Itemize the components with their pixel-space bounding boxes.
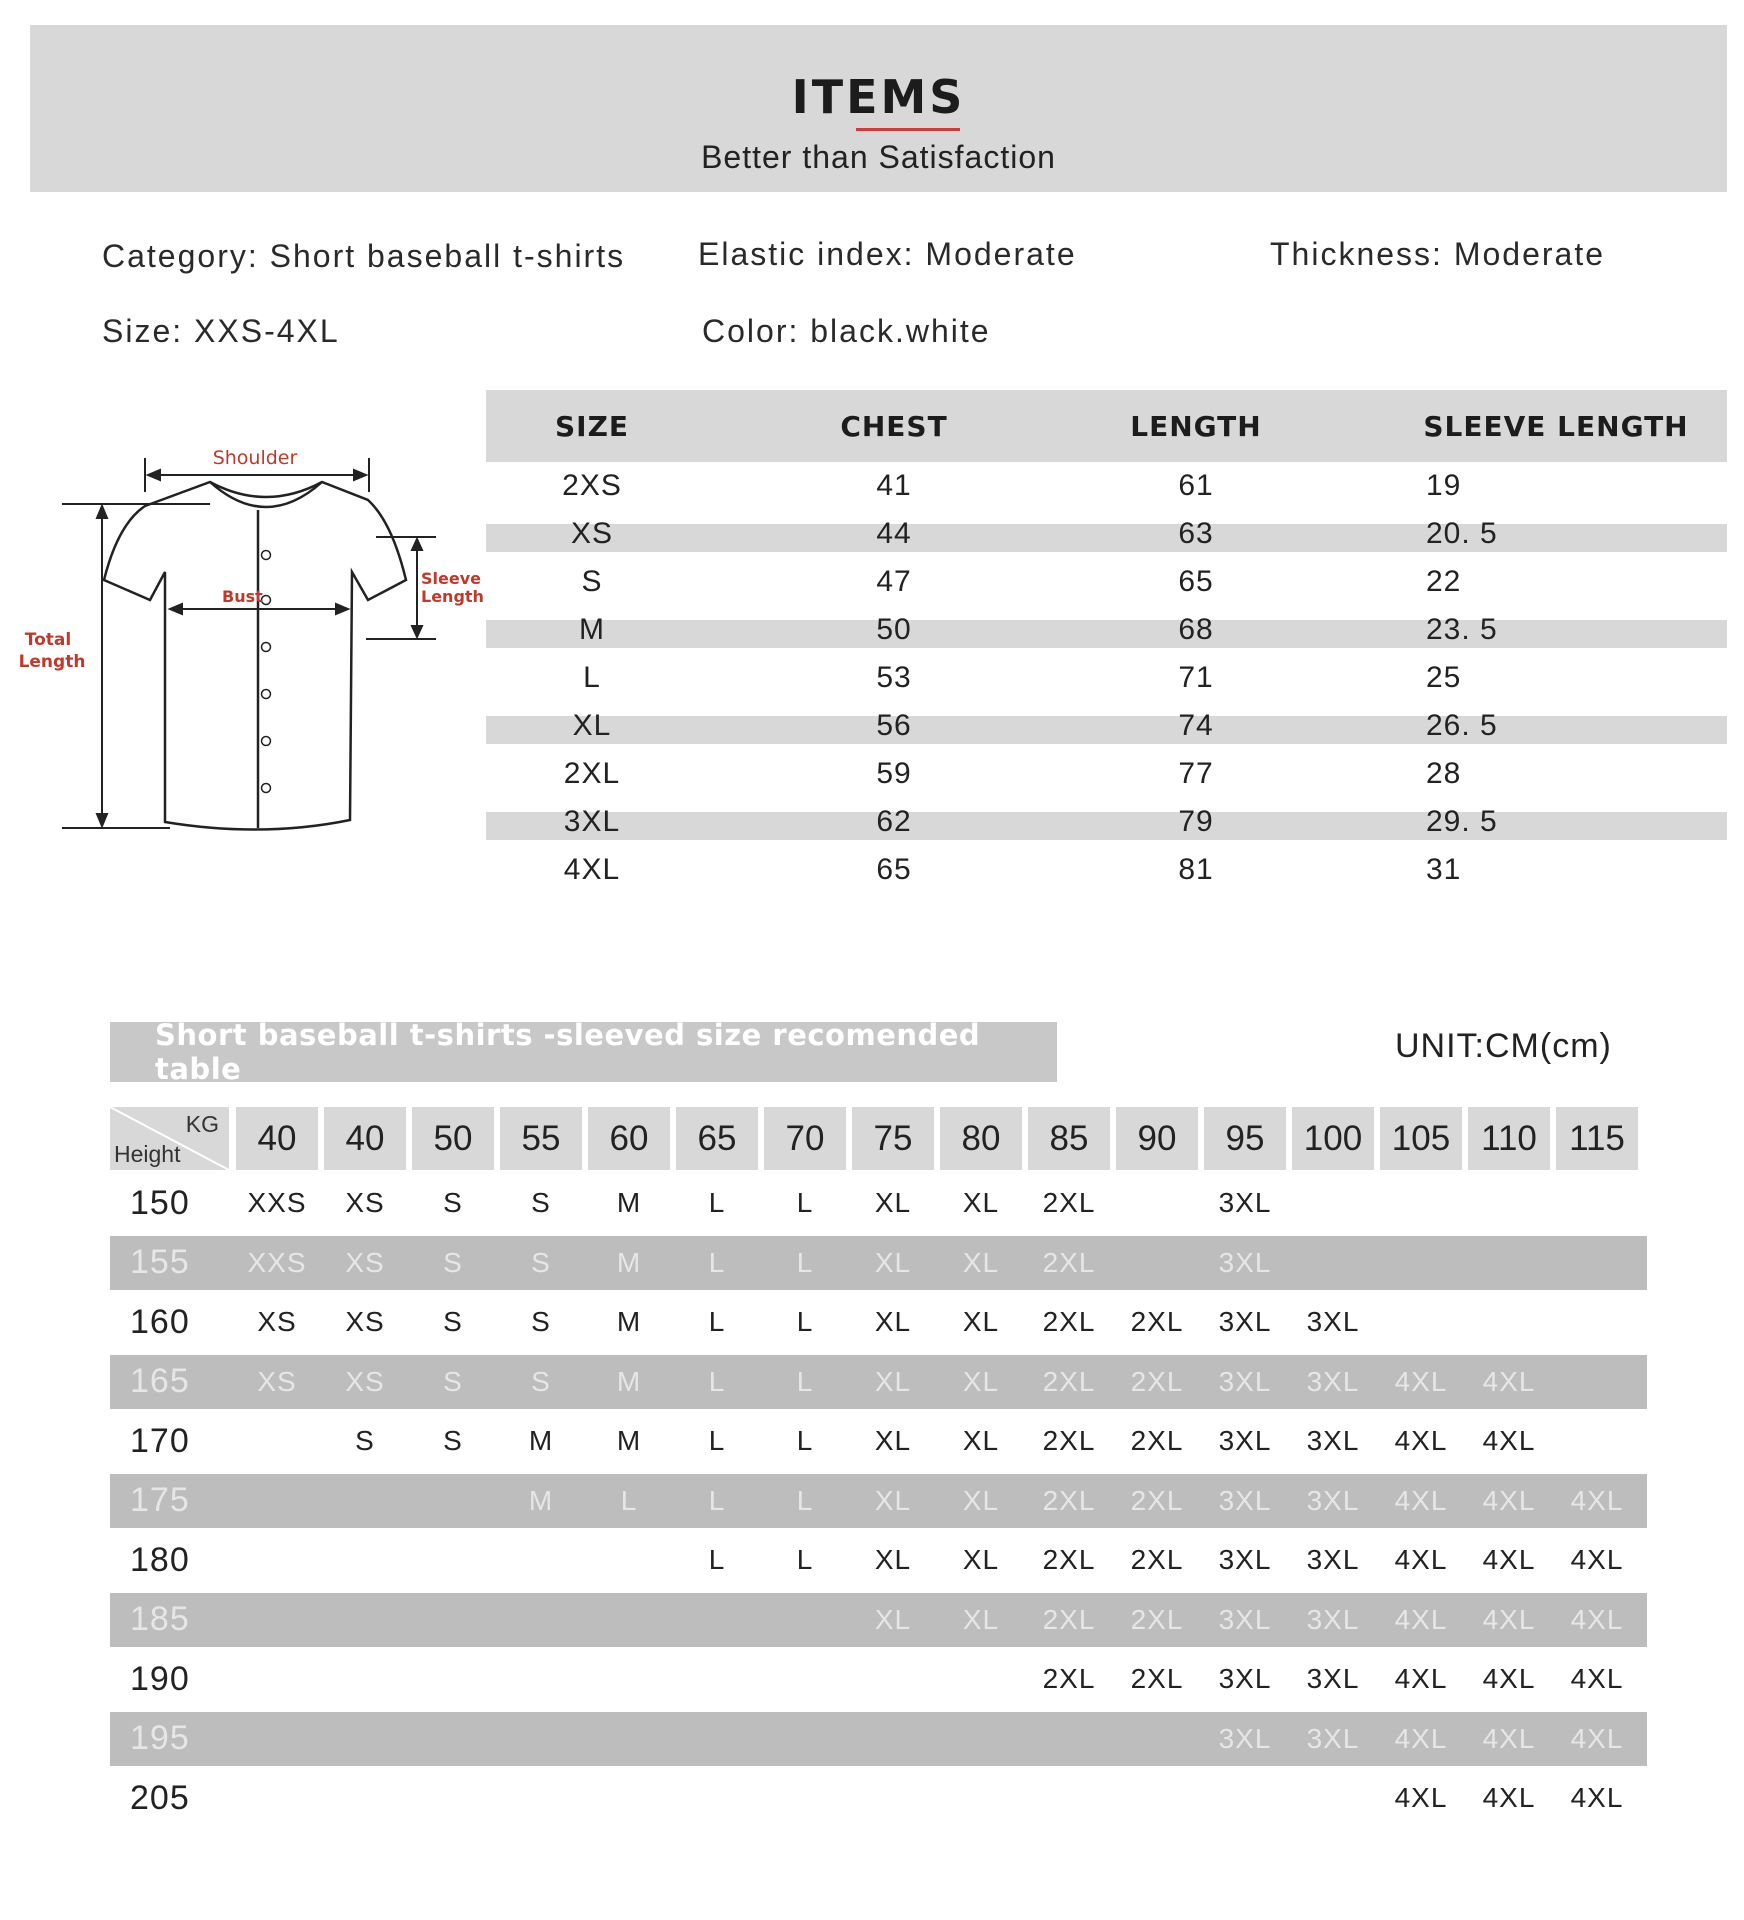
recommended-size: 4XL bbox=[1570, 1603, 1624, 1635]
recommend-row bbox=[110, 1712, 1647, 1766]
height-value: 185 bbox=[130, 1600, 190, 1638]
recommended-size: M bbox=[616, 1365, 642, 1397]
total-length-label-1: Total bbox=[24, 630, 72, 650]
recommended-size: 3XL bbox=[1306, 1722, 1360, 1754]
height-value: 170 bbox=[130, 1421, 190, 1460]
recommended-size: 4XL bbox=[1482, 1782, 1536, 1813]
cell-chest: 41 bbox=[876, 469, 912, 502]
recommended-size: 3XL bbox=[1306, 1484, 1360, 1516]
recommended-size: 4XL bbox=[1394, 1603, 1448, 1635]
recommended-size: M bbox=[528, 1425, 554, 1456]
recommended-size: L bbox=[796, 1544, 814, 1575]
recommended-size: 3XL bbox=[1306, 1365, 1360, 1397]
recommended-size: XL bbox=[874, 1365, 912, 1397]
recommended-size: S bbox=[443, 1187, 463, 1218]
recommend-row bbox=[110, 1593, 1647, 1647]
recommended-size: L bbox=[708, 1484, 726, 1516]
size-table-header bbox=[486, 390, 1727, 462]
recommended-size: L bbox=[796, 1306, 814, 1337]
recommended-size: 3XL bbox=[1218, 1365, 1272, 1397]
cell-length: 71 bbox=[1178, 661, 1214, 694]
recommended-size: 4XL bbox=[1482, 1365, 1536, 1397]
cell-size: 2XL bbox=[563, 757, 621, 790]
cell-sleeve-length: 22 bbox=[1426, 565, 1462, 598]
recommended-size: 3XL bbox=[1218, 1246, 1272, 1278]
cell-length: 65 bbox=[1178, 565, 1214, 598]
recommend-row bbox=[110, 1474, 1647, 1528]
cell-sleeve-length: 20. 5 bbox=[1426, 517, 1498, 550]
recommended-size: 4XL bbox=[1570, 1782, 1624, 1813]
recommended-size: 3XL bbox=[1218, 1603, 1272, 1635]
cell-size: S bbox=[581, 565, 603, 598]
cell-chest: 53 bbox=[876, 661, 912, 694]
recommended-size: 4XL bbox=[1570, 1663, 1624, 1694]
bust-label: Bust bbox=[222, 587, 263, 606]
sleeve-label-2: Length bbox=[421, 587, 484, 606]
height-value: 180 bbox=[130, 1540, 190, 1579]
recommended-size: XL bbox=[962, 1365, 1000, 1397]
recommended-size: 2XL bbox=[1130, 1425, 1184, 1456]
weight-header: 75 bbox=[852, 1107, 934, 1170]
recommended-size: L bbox=[708, 1306, 726, 1337]
recommended-size: 4XL bbox=[1570, 1722, 1624, 1754]
recommended-size: XL bbox=[874, 1187, 912, 1218]
cell-chest: 47 bbox=[876, 565, 912, 598]
weight-header: 65 bbox=[676, 1107, 758, 1170]
header-sleeve-length: SLEEVE LENGTH bbox=[1423, 409, 1689, 443]
recommended-size: L bbox=[708, 1365, 726, 1397]
cell-sleeve-length: 29. 5 bbox=[1426, 805, 1498, 838]
recommended-size: 4XL bbox=[1394, 1782, 1448, 1813]
kg-label: KG bbox=[185, 1111, 219, 1137]
recommended-size: L bbox=[708, 1246, 726, 1278]
size-table-row bbox=[486, 750, 1727, 798]
recommended-size: XL bbox=[874, 1603, 912, 1635]
weight-header: 105 bbox=[1380, 1107, 1462, 1170]
recommended-size: 3XL bbox=[1306, 1544, 1360, 1575]
shirt-outline bbox=[104, 482, 406, 830]
weight-header: 85 bbox=[1028, 1107, 1110, 1170]
weight-header: 90 bbox=[1116, 1107, 1198, 1170]
recommended-size: 3XL bbox=[1218, 1544, 1272, 1575]
cell-chest: 59 bbox=[876, 757, 912, 790]
recommended-size: XS bbox=[257, 1306, 297, 1337]
recommended-size: 3XL bbox=[1218, 1484, 1272, 1516]
height-value: 165 bbox=[130, 1362, 190, 1400]
cell-size: XL bbox=[572, 709, 612, 742]
recommend-row bbox=[110, 1414, 1647, 1468]
recommended-size: XL bbox=[962, 1306, 1000, 1337]
recommended-size: 2XL bbox=[1130, 1603, 1184, 1635]
shirt-buttons bbox=[262, 551, 271, 793]
shirt-diagram bbox=[0, 440, 490, 860]
recommended-size: 4XL bbox=[1394, 1544, 1448, 1575]
size-table-row bbox=[486, 798, 1727, 846]
weight-header: 40 bbox=[324, 1107, 406, 1170]
recommended-size: 2XL bbox=[1042, 1544, 1096, 1575]
recommended-size: 2XL bbox=[1042, 1306, 1096, 1337]
recommended-size: 4XL bbox=[1394, 1484, 1448, 1516]
info-size: Size: XXS-4XL bbox=[102, 313, 340, 349]
cell-chest: 65 bbox=[876, 853, 912, 886]
cell-length: 77 bbox=[1178, 757, 1214, 790]
recommended-size: L bbox=[708, 1187, 726, 1218]
cell-size: L bbox=[583, 661, 601, 694]
recommended-size: 2XL bbox=[1042, 1425, 1096, 1456]
recommended-size: 3XL bbox=[1306, 1306, 1360, 1337]
recommended-size: M bbox=[616, 1246, 642, 1278]
recommended-size: 4XL bbox=[1482, 1722, 1536, 1754]
weight-header: 100 bbox=[1292, 1107, 1374, 1170]
recommended-size: XS bbox=[345, 1187, 385, 1218]
recommended-size: 2XL bbox=[1042, 1603, 1096, 1635]
cell-size: XS bbox=[570, 517, 614, 550]
recommended-size: 3XL bbox=[1306, 1663, 1360, 1694]
info-thickness: Thickness: Moderate bbox=[1270, 236, 1606, 272]
recommend-row bbox=[110, 1652, 1647, 1706]
info-category: Category: Short baseball t-shirts bbox=[102, 238, 626, 274]
recommend-row bbox=[110, 1236, 1647, 1290]
total-length-label-2: Length bbox=[18, 652, 86, 672]
recommended-size: M bbox=[616, 1425, 642, 1456]
height-value: 175 bbox=[130, 1481, 190, 1519]
cell-length: 79 bbox=[1178, 805, 1214, 838]
recommended-size: M bbox=[616, 1306, 642, 1337]
recommended-size: XXS bbox=[247, 1246, 307, 1278]
recommended-size: XL bbox=[962, 1187, 1000, 1218]
height-value: 195 bbox=[130, 1719, 190, 1757]
size-table-row bbox=[486, 606, 1727, 654]
recommended-size: 3XL bbox=[1218, 1425, 1272, 1456]
recommended-size: 4XL bbox=[1570, 1544, 1624, 1575]
cell-length: 68 bbox=[1178, 613, 1214, 646]
size-table-row bbox=[486, 558, 1727, 606]
weight-header: 95 bbox=[1204, 1107, 1286, 1170]
cell-chest: 56 bbox=[876, 709, 912, 742]
recommended-size: 4XL bbox=[1394, 1663, 1448, 1694]
recommended-size: 3XL bbox=[1218, 1187, 1272, 1218]
weight-header: 110 bbox=[1468, 1107, 1550, 1170]
size-table-row bbox=[486, 462, 1727, 510]
title-underline bbox=[856, 128, 960, 131]
recommend-row bbox=[110, 1355, 1647, 1409]
recommended-size: 3XL bbox=[1218, 1663, 1272, 1694]
cell-chest: 44 bbox=[876, 517, 912, 550]
recommended-size: S bbox=[531, 1365, 551, 1397]
recommended-size: 4XL bbox=[1482, 1484, 1536, 1516]
weight-header: 55 bbox=[500, 1107, 582, 1170]
recommended-size: 4XL bbox=[1482, 1603, 1536, 1635]
cell-length: 61 bbox=[1178, 469, 1214, 502]
size-table-body bbox=[486, 462, 1727, 894]
recommended-size: 2XL bbox=[1130, 1306, 1184, 1337]
recommended-size: XL bbox=[962, 1484, 1000, 1516]
header-length: LENGTH bbox=[1130, 409, 1262, 443]
recommended-size: XL bbox=[962, 1246, 1000, 1278]
recommended-size: XL bbox=[962, 1425, 1000, 1456]
recommended-size: L bbox=[620, 1484, 638, 1516]
unit-label: UNIT:CM(cm) bbox=[1395, 1027, 1612, 1065]
cell-length: 81 bbox=[1178, 853, 1214, 886]
cell-size: 3XL bbox=[563, 805, 621, 838]
size-table-row bbox=[486, 702, 1727, 750]
header-size: SIZE bbox=[554, 409, 629, 443]
recommended-size: S bbox=[443, 1246, 463, 1278]
recommended-size: 2XL bbox=[1042, 1663, 1096, 1694]
recommended-size: 2XL bbox=[1130, 1484, 1184, 1516]
info-color: Color: black.white bbox=[702, 313, 991, 349]
recommended-size: S bbox=[443, 1425, 463, 1456]
recommended-size: 2XL bbox=[1042, 1246, 1096, 1278]
recommended-size: XS bbox=[345, 1306, 385, 1337]
size-table-row bbox=[486, 510, 1727, 558]
height-value: 155 bbox=[130, 1243, 190, 1281]
cell-size: 4XL bbox=[563, 853, 621, 886]
recommended-size: M bbox=[616, 1187, 642, 1218]
size-table-row bbox=[486, 846, 1727, 894]
recommended-size: 4XL bbox=[1482, 1425, 1536, 1456]
recommended-size: L bbox=[796, 1365, 814, 1397]
recommended-size: L bbox=[796, 1484, 814, 1516]
header-banner bbox=[30, 25, 1727, 192]
shoulder-label: Shoulder bbox=[212, 447, 298, 469]
size-table-row bbox=[486, 654, 1727, 702]
recommended-size: 2XL bbox=[1130, 1544, 1184, 1575]
cell-length: 63 bbox=[1178, 517, 1214, 550]
height-value: 150 bbox=[130, 1183, 190, 1222]
recommended-size: 4XL bbox=[1394, 1425, 1448, 1456]
size-table bbox=[486, 390, 1727, 894]
recommended-size: XXS bbox=[247, 1187, 307, 1218]
recommended-size: 4XL bbox=[1482, 1663, 1536, 1694]
recommended-size: 4XL bbox=[1482, 1544, 1536, 1575]
recommended-size: XL bbox=[962, 1544, 1000, 1575]
recommend-header-row bbox=[110, 1107, 1647, 1170]
weight-header: 80 bbox=[940, 1107, 1022, 1170]
recommended-size: S bbox=[355, 1425, 375, 1456]
recommend-row bbox=[110, 1295, 1647, 1349]
recommend-row bbox=[110, 1771, 1647, 1825]
cell-sleeve-length: 23. 5 bbox=[1426, 613, 1498, 646]
height-label: Height bbox=[114, 1141, 181, 1167]
cell-size: 2XS bbox=[562, 469, 622, 502]
recommend-row bbox=[110, 1176, 1647, 1230]
cell-length: 74 bbox=[1178, 709, 1214, 742]
recommended-size: S bbox=[443, 1306, 463, 1337]
recommend-title: Short baseball t-shirts -sleeved size recomended table bbox=[155, 1018, 981, 1086]
recommended-size: 3XL bbox=[1306, 1603, 1360, 1635]
recommended-size: 3XL bbox=[1218, 1306, 1272, 1337]
recommended-size: XS bbox=[345, 1365, 385, 1397]
cell-sleeve-length: 19 bbox=[1426, 469, 1462, 502]
recommended-size: XS bbox=[345, 1246, 385, 1278]
recommended-size: XL bbox=[874, 1246, 912, 1278]
cell-size: M bbox=[579, 613, 605, 646]
recommended-size: XL bbox=[874, 1544, 912, 1575]
cell-sleeve-length: 26. 5 bbox=[1426, 709, 1498, 742]
recommended-size: S bbox=[443, 1365, 463, 1397]
recommended-size: XL bbox=[874, 1425, 912, 1456]
recommended-size: 2XL bbox=[1042, 1187, 1096, 1218]
recommended-size: 4XL bbox=[1394, 1365, 1448, 1397]
recommended-size: 3XL bbox=[1218, 1722, 1272, 1754]
header-chest: CHEST bbox=[840, 409, 948, 443]
recommend-title-bar bbox=[110, 1018, 1057, 1086]
recommended-size: L bbox=[708, 1425, 726, 1456]
recommended-size: L bbox=[796, 1187, 814, 1218]
recommended-size: 4XL bbox=[1394, 1722, 1448, 1754]
page-title: ITEMS bbox=[791, 70, 966, 124]
cell-sleeve-length: 28 bbox=[1426, 757, 1462, 790]
weight-header: 70 bbox=[764, 1107, 846, 1170]
height-value: 160 bbox=[130, 1302, 190, 1341]
recommended-size: 2XL bbox=[1042, 1365, 1096, 1397]
recommended-size: S bbox=[531, 1187, 551, 1218]
recommended-size: L bbox=[708, 1544, 726, 1575]
recommended-size: XL bbox=[874, 1484, 912, 1516]
weight-header: 50 bbox=[412, 1107, 494, 1170]
weight-header: 40 bbox=[236, 1107, 318, 1170]
recommended-size: 3XL bbox=[1306, 1425, 1360, 1456]
weight-header: 60 bbox=[588, 1107, 670, 1170]
page-subtitle: Better than Satisfaction bbox=[701, 139, 1056, 175]
recommended-size: L bbox=[796, 1425, 814, 1456]
cell-sleeve-length: 25 bbox=[1426, 661, 1462, 694]
sleeve-label-1: Sleeve bbox=[421, 569, 481, 588]
recommended-size: XL bbox=[962, 1603, 1000, 1635]
recommend-row bbox=[110, 1533, 1647, 1587]
recommended-size: L bbox=[796, 1246, 814, 1278]
recommended-size: 2XL bbox=[1130, 1663, 1184, 1694]
info-elastic: Elastic index: Moderate bbox=[698, 236, 1077, 272]
corner-cell bbox=[110, 1107, 229, 1170]
recommended-size: S bbox=[531, 1306, 551, 1337]
recommended-size: XL bbox=[874, 1306, 912, 1337]
recommended-size: XS bbox=[257, 1365, 297, 1397]
recommended-size: 2XL bbox=[1130, 1365, 1184, 1397]
recommended-size: M bbox=[528, 1484, 554, 1516]
recommended-size: 2XL bbox=[1042, 1484, 1096, 1516]
recommended-size: 4XL bbox=[1570, 1484, 1624, 1516]
cell-sleeve-length: 31 bbox=[1426, 853, 1462, 886]
cell-chest: 62 bbox=[876, 805, 912, 838]
recommended-size: S bbox=[531, 1246, 551, 1278]
height-value: 190 bbox=[130, 1659, 190, 1698]
height-value: 205 bbox=[130, 1778, 190, 1817]
weight-header: 115 bbox=[1556, 1107, 1638, 1170]
cell-chest: 50 bbox=[876, 613, 912, 646]
